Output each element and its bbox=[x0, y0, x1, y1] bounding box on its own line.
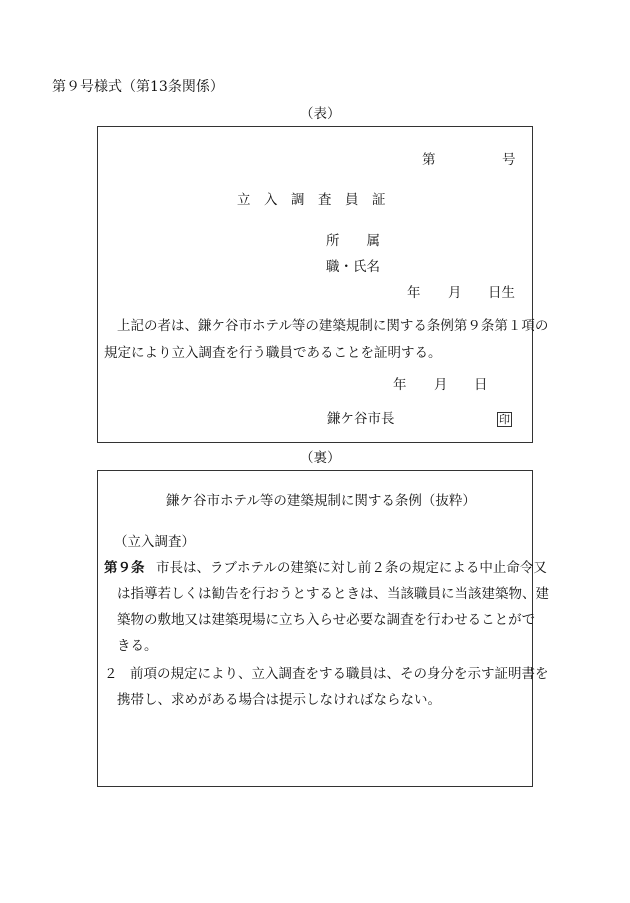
certification-line-2: 規定により立入調査を行う職員であることを証明する。 bbox=[104, 345, 442, 361]
issue-year-label: 年 bbox=[393, 377, 407, 393]
issue-month-label: 月 bbox=[434, 377, 448, 393]
seal-text: 印 bbox=[499, 413, 510, 426]
article-number: 第９条 bbox=[104, 560, 145, 576]
article-line-4: きる。 bbox=[117, 638, 158, 654]
front-label: （表） bbox=[300, 106, 341, 122]
article-line-2: は指導若しくは勧告を行おうとするときは、当該職員に当該建築物、建 bbox=[117, 586, 549, 602]
mayor-label: 鎌ケ谷市長 bbox=[327, 411, 395, 427]
issue-day-label: 日 bbox=[474, 377, 488, 393]
paragraph-2-line-1: 前項の規定により、立入調査をする職員は、その身分を示す証明書を bbox=[130, 666, 549, 682]
birth-month-label: 月 bbox=[448, 285, 462, 301]
birth-year-label: 年 bbox=[407, 285, 421, 301]
front-card bbox=[97, 126, 549, 443]
birth-day-label: 日生 bbox=[488, 285, 515, 301]
card-title: 立 入 調 査 員 証 bbox=[237, 192, 386, 208]
paragraph-2-number: ２ bbox=[104, 666, 118, 682]
form-title: 第９号様式（第13条関係） bbox=[52, 79, 224, 95]
back-card bbox=[97, 470, 549, 787]
shozoku-label: 所 属 bbox=[326, 233, 380, 249]
number-dai: 第 bbox=[422, 152, 436, 168]
certification-line-1: 上記の者は、鎌ケ谷市ホテル等の建築規制に関する条例第９条第１項の bbox=[117, 318, 549, 334]
seal-mark bbox=[497, 412, 512, 427]
article-caption: （立入調査） bbox=[114, 534, 195, 550]
back-label: （裏） bbox=[300, 450, 341, 466]
article-line-1: 市長は、ラブホテルの建築に対し前２条の規定による中止命令又 bbox=[156, 560, 547, 576]
paragraph-2-line-2: 携帯し、求めがある場合は提示しなければならない。 bbox=[117, 692, 441, 708]
shoku-shimei-label: 職・氏名 bbox=[326, 259, 380, 275]
ordinance-title: 鎌ケ谷市ホテル等の建築規制に関する条例（抜粋） bbox=[166, 493, 476, 509]
number-go: 号 bbox=[502, 152, 516, 168]
article-line-3: 築物の敷地又は建築現場に立ち入らせ必要な調査を行わせることがで bbox=[117, 612, 536, 628]
